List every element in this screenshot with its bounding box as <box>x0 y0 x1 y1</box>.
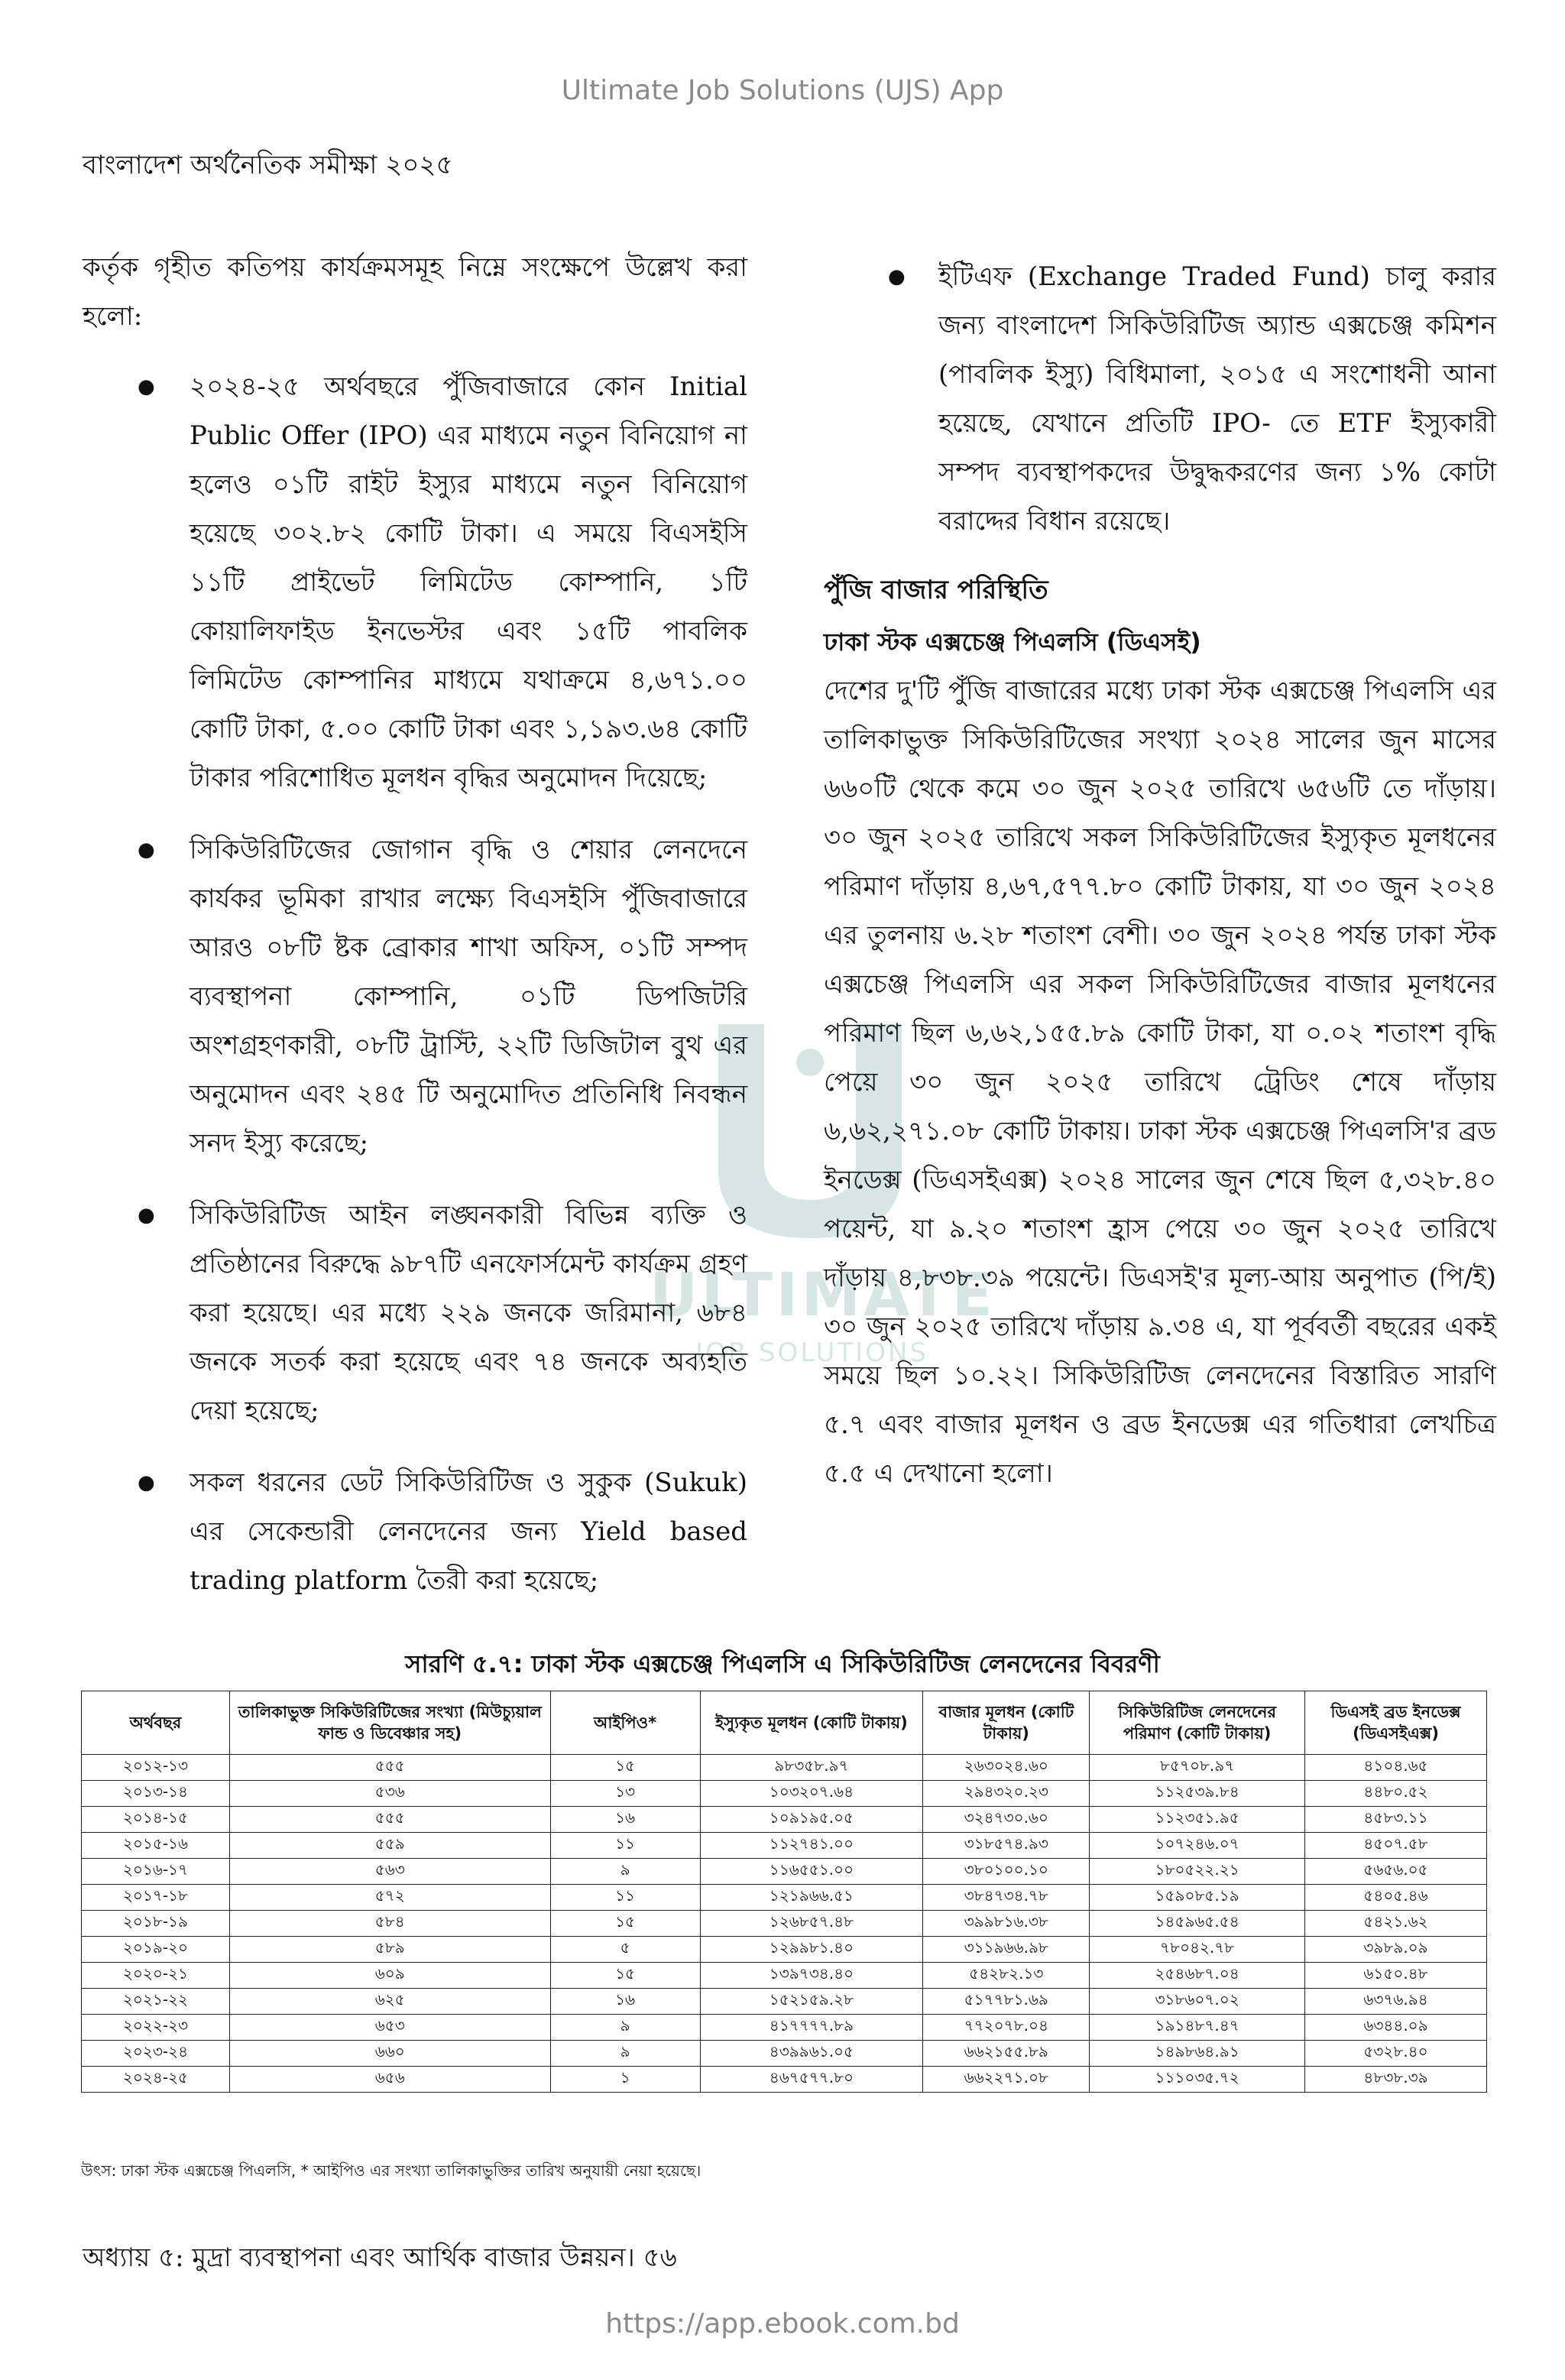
table-cell: ১১ <box>550 1833 700 1859</box>
table-cell: ১২৬৮৫৭.৪৮ <box>700 1911 923 1937</box>
bullet-icon: ● <box>888 265 906 288</box>
table-cell: ৩৮৪৭৩৪.৭৮ <box>923 1885 1090 1911</box>
table-cell: ১৫২১৫৯.২৮ <box>700 1989 923 2015</box>
table-cell: ৩১৮৬০৭.০২ <box>1090 1989 1305 2015</box>
table-cell: ২০১৪-১৫ <box>82 1807 230 1833</box>
table-cell: ৫৪০৫.৪৬ <box>1305 1885 1487 1911</box>
intro-paragraph: কর্তৃক গৃহীত কতিপয় কার্যক্রমসমূহ নিম্নে সংক্ষেপে উল্লেখ করা হলো: <box>83 252 747 332</box>
table-row <box>82 1885 1487 1911</box>
securities-table <box>81 1691 1487 2093</box>
left-column <box>83 243 747 1628</box>
right-column <box>824 252 1496 1519</box>
table-cell: ১৯১৪৮৭.৪৭ <box>1090 2015 1305 2041</box>
table-cell: ১১১০৩৫.৭২ <box>1090 2067 1305 2093</box>
table-row <box>82 1807 1487 1833</box>
column-header: অর্থবছর <box>82 1691 230 1755</box>
table-cell: ১১২৭৪১.০০ <box>700 1833 923 1859</box>
table-cell: ২০২৪-২৫ <box>82 2067 230 2093</box>
table-cell: ৫৫৫ <box>229 1807 550 1833</box>
table-cell: ২০১২-১৩ <box>82 1755 230 1781</box>
table-cell: ২০২০-২১ <box>82 1963 230 1989</box>
table-cell: ৩১৮৫৭৪.৯৩ <box>923 1833 1090 1859</box>
table-cell: ১৬ <box>550 1807 700 1833</box>
table-cell: ১০৭২৪৬.০৭ <box>1090 1833 1305 1859</box>
table-body <box>82 1755 1487 2093</box>
list-item-text: সকল ধরনের ডেট সিকিউরিটিজ ও সুকুক (Sukuk) এর সেকেন্ডারী লেনদেনের জন্য Yield based trading platform তৈরী করা হয়েছে; <box>190 1467 747 1596</box>
table-cell: ১২৯৯৮১.৪০ <box>700 1937 923 1963</box>
table-cell: ৪৪৮০.৫২ <box>1305 1781 1487 1807</box>
table-cell: ১৩ <box>550 1781 700 1807</box>
list-item-text: সিকিউরিটিজ আইন লঙ্ঘনকারী বিভিন্ন ব্যক্তি ও প্রতিষ্ঠানের বিরুদ্ধে ৯৮৭টি এনফোর্সমেন্ট কার্যক্রম গ্রহণ করা হয়েছে। এর মধ্যে ২২৯ জনকে জরিমানা, ৬৮৪ জনকে সতর্ক করা হয়েছে এবং ৭৪ জনকে অব্যহতি দেয়া হয়েছে; <box>190 1200 747 1426</box>
table-cell: ২০১৩-১৪ <box>82 1781 230 1807</box>
table-cell: ৩৯৯৮১৬.৩৮ <box>923 1911 1090 1937</box>
table-cell: ৪৫৮৩.১১ <box>1305 1807 1487 1833</box>
table-row <box>82 1911 1487 1937</box>
table-cell: ১৬ <box>550 1989 700 2015</box>
list-item <box>83 362 747 803</box>
table-cell: ১১৬৫৫১.০০ <box>700 1859 923 1885</box>
table-cell: ৮৫৭০৮.৯৭ <box>1090 1755 1305 1781</box>
table-row <box>82 1963 1487 1989</box>
table-cell: ৪৮৩৮.৩৯ <box>1305 2067 1487 2093</box>
table-cell: ১০৩২০৭.৬৪ <box>700 1781 923 1807</box>
section-heading: পুঁজি বাজার পরিস্থিতি <box>824 575 1048 605</box>
table-cell: ২০১৮-১৯ <box>82 1911 230 1937</box>
bullet-icon: ● <box>138 838 155 861</box>
list-item-text: সিকিউরিটিজের জোগান বৃদ্ধি ও শেয়ার লেনদেনে কার্যকর ভূমিকা রাখার লক্ষ্যে বিএসইসি পুঁজিবাজারে আরও ০৮টি ষ্টক ব্রোকার শাখা অফিস, ০১টি সম্পদ ব্যবস্থাপনা কোম্পানি, ০১টি ডিপজিটরি অংশগ্রহণকারী, ০৮টি ট্রাস্টি, ২২টি ডিজিটাল বুথ এর অনুমোদন এবং ২৪৫ টি অনুমোদিত প্রতিনিধি নিবন্ধন সনদ ইস্যু করেছে; <box>190 835 747 1159</box>
table-cell: ১৪৫৯৬৫.৫৪ <box>1090 1911 1305 1937</box>
table-cell: ৫৬৫৬.০৫ <box>1305 1859 1487 1885</box>
table-cell: ৫৮৪ <box>229 1911 550 1937</box>
table-row <box>82 1989 1487 2015</box>
list-item-text: ইটিএফ (Exchange Traded Fund) চালু করার জন্য বাংলাদেশ সিকিউরিটিজ অ্যান্ড এক্সচেঞ্জ কমিশন (পাবলিক ইস্যু) বিধিমালা, ২০১৫ এ সংশোধনী আনা হয়েছে, যেখানে প্রতিটি IPO- তে ETF ইস্যুকারী সম্পদ ব্যবস্থাপকদের উদ্বুদ্ধকরণের জন্য ১% কোটা বরাদ্দের বিধান রয়েছে। <box>938 261 1496 537</box>
table-cell: ৬১৫০.৪৮ <box>1305 1963 1487 1989</box>
chapter-footer: অধ্যায় ৫: মুদ্রা ব্যবস্থাপনা এবং আর্থিক বাজার উন্নয়ন। ৫৬ <box>83 2242 677 2273</box>
table-cell: ৬০৯ <box>229 1963 550 1989</box>
table-row <box>82 2067 1487 2093</box>
table-cell: ৫৩২৮.৪০ <box>1305 2041 1487 2067</box>
table-cell: ১৫ <box>550 1911 700 1937</box>
table-cell: ৬৬০ <box>229 2041 550 2067</box>
bullet-icon: ● <box>138 1204 155 1227</box>
table-row <box>82 1859 1487 1885</box>
table-title: সারণি ৫.৭: ঢাকা স্টক এক্সচেঞ্জ পিএলসি এ সিকিউরিটিজ লেনদেনের বিবরণী <box>405 1649 1160 1678</box>
column-header: ডিএসই ব্রড ইনডেক্স (ডিএসইএক্স) <box>1305 1691 1487 1755</box>
table-cell: ৭৮০৪২.৭৮ <box>1090 1937 1305 1963</box>
watermark-text: ULTIMATE <box>650 1261 996 1330</box>
table-cell: ৪৫০৭.৫৮ <box>1305 1833 1487 1859</box>
table-row <box>82 1833 1487 1859</box>
table-cell: ২৫৪৬৮৭.০৪ <box>1090 1963 1305 1989</box>
table-cell: ৪৬৭৫৭৭.৮০ <box>700 2067 923 2093</box>
right-bullet-list <box>824 252 1496 546</box>
table-cell: ৯ <box>550 2041 700 2067</box>
table-row <box>82 2015 1487 2041</box>
table-cell: ১১২৩৫১.৯৫ <box>1090 1807 1305 1833</box>
table-cell: ৬৩৭৬.৯৪ <box>1305 1989 1487 2015</box>
table-cell: ১৪৯৮৬৪.৯১ <box>1090 2041 1305 2067</box>
sub-heading: ঢাকা স্টক এক্সচেঞ্জ পিএলসি (ডিএসই) <box>824 627 1201 657</box>
list-item <box>83 1458 747 1605</box>
table-cell: ৯ <box>550 2015 700 2041</box>
table-cell: ৪৩৯৯৬১.০৫ <box>700 2041 923 2067</box>
table-row <box>82 1781 1487 1807</box>
footer-url: https://app.ebook.com.bd <box>605 2308 960 2339</box>
table-cell: ২০১৭-১৮ <box>82 1885 230 1911</box>
column-header: আইপিও* <box>550 1691 700 1755</box>
table-cell: ১০৯১৯৫.০৫ <box>700 1807 923 1833</box>
table-cell: ৫ <box>550 1937 700 1963</box>
column-header: তালিকাভুক্ত সিকিউরিটিজের সংখ্যা (মিউচ্যুয়াল ফান্ড ও ডিবেঞ্চার সহ) <box>229 1691 550 1755</box>
table-row <box>82 1937 1487 1963</box>
left-bullet-list <box>83 362 747 1605</box>
table-cell: ৫৮৯ <box>229 1937 550 1963</box>
table-cell: ১৫ <box>550 1755 700 1781</box>
table-cell: ১২১৯৬৬.৫১ <box>700 1885 923 1911</box>
table-cell: ৫৭২ <box>229 1885 550 1911</box>
table-cell: ৯ <box>550 1859 700 1885</box>
table-cell: ১৫ <box>550 1963 700 1989</box>
table-cell: ৫৫৯ <box>229 1833 550 1859</box>
table-cell: ৩৮০১০০.১০ <box>923 1859 1090 1885</box>
table-cell: ২০১৯-২০ <box>82 1937 230 1963</box>
table-cell: ৬২৫ <box>229 1989 550 2015</box>
app-header: Ultimate Job Solutions (UJS) App <box>561 75 1004 106</box>
table-cell: ২০২১-২২ <box>82 1989 230 2015</box>
column-header: ইস্যুকৃত মূলধন (কোটি টাকায়) <box>700 1691 923 1755</box>
table-cell: ৩৯৮৯.০৯ <box>1305 1937 1487 1963</box>
bullet-icon: ● <box>138 1471 155 1494</box>
list-item <box>83 825 747 1168</box>
table-cell: ৫৪২৮২.১৩ <box>923 1963 1090 1989</box>
table-cell: ২০২৩-২৪ <box>82 2041 230 2067</box>
table-cell: ৫৫৫ <box>229 1755 550 1781</box>
column-header: বাজার মূলধন (কোটি টাকায়) <box>923 1691 1090 1755</box>
table-cell: ৬৬২১৫৫.৮৯ <box>923 2041 1090 2067</box>
table-source-note: উৎস: ঢাকা স্টক এক্সচেঞ্জ পিএলসি, * আইপিও এর সংখ্যা তালিকাভুক্তির তারিখ অনুযায়ী নেয়া হয়েছে। <box>81 2161 701 2180</box>
table-cell: ৩১১৯৬৬.৯৮ <box>923 1937 1090 1963</box>
table-cell: ৬৫৩ <box>229 2015 550 2041</box>
table-cell: ২০১৬-১৭ <box>82 1859 230 1885</box>
table-cell: ১৮০৫২২.২১ <box>1090 1859 1305 1885</box>
table-cell: ২৯৪৩২০.২৩ <box>923 1781 1090 1807</box>
table-cell: ৫৬৩ <box>229 1859 550 1885</box>
table-cell: ১৫৯০৮৫.১৯ <box>1090 1885 1305 1911</box>
table-row <box>82 2041 1487 2067</box>
table-cell: ৯৮৩৫৮.৯৭ <box>700 1755 923 1781</box>
table-cell: ৬৩৪৪.০৯ <box>1305 2015 1487 2041</box>
list-item-text: ২০২৪-২৫ অর্থবছরে পুঁজিবাজারে কোন Initial Public Offer (IPO) এর মাধ্যমে নতুন বিনিয়োগ না হলেও ০১টি রাইট ইস্যুর মাধ্যমে নতুন বিনিয়োগ হয়েছে ৩০২.৮২ কোটি টাকা। এ সময়ে বিএসইসি ১১টি প্রাইভেট লিমিটেড কোম্পানি, ১টি কোয়ালিফাইড ইনভেস্টর এবং ১৫টি পাবলিক লিমিটেড কোম্পানির মাধ্যমে যথাক্রমে ৪,৬৭১.০০ কোটি টাকা, ৫.০০ কোটি টাকা এবং ১,১৯৩.৬৪ কোটি টাকার পরিশোধিত মূলধন বৃদ্ধির অনুমোদন দিয়েছে; <box>190 371 747 793</box>
table-cell: ৪১০৪.৬৫ <box>1305 1755 1487 1781</box>
table-cell: ২০১৫-১৬ <box>82 1833 230 1859</box>
table-cell: ৫১৭৭৮১.৬৯ <box>923 1989 1090 2015</box>
column-header: সিকিউরিটিজ লেনদেনের পরিমাণ (কোটি টাকায়) <box>1090 1691 1305 1755</box>
list-item <box>824 252 1496 546</box>
table-cell: ৫৩৬ <box>229 1781 550 1807</box>
table-cell: ১ <box>550 2067 700 2093</box>
table-cell: ১১২৫৩৯.৮৪ <box>1090 1781 1305 1807</box>
table-cell: ৬৫৬ <box>229 2067 550 2093</box>
table-cell: ২০২২-২৩ <box>82 2015 230 2041</box>
watermark-subtext: JOB SOLUTIONS <box>695 1338 928 1368</box>
table-cell: ৭৭২০৭৮.০৪ <box>923 2015 1090 2041</box>
list-item <box>83 1191 747 1435</box>
dse-paragraph: দেশের দু'টি পুঁজি বাজারের মধ্যে ঢাকা স্টক এক্সচেঞ্জ পিএলসি এর তালিকাভুক্ত সিকিউরিটিজের সংখ্যা ২০২৪ সালের জুন মাসের ৬৬০টি থেকে কমে ৩০ জুন ২০২৫ তারিখে ৬৫৬টি তে দাঁড়ায়। ৩০ জুন ২০২৫ তারিখে সকল সিকিউরিটিজের ইস্যুকৃত মূলধনের পরিমাণ দাঁড়ায় ৪,৬৭,৫৭৭.৮০ কোটি টাকায়, যা ৩০ জুন ২০২৪ এর তুলনায় ৬.২৮ শতাংশ বেশী। ৩০ জুন ২০২৪ পর্যন্ত ঢাকা স্টক এক্সচেঞ্জ পিএলসি এর সকল সিকিউরিটিজের বাজার মূলধনের পরিমাণ ছিল ৬,৬২,১৫৫.৮৯ কোটি টাকা, যা ০.০২ শতাংশ বৃদ্ধি পেয়ে ৩০ জুন ২০২৫ তারিখে ট্রেডিং শেষে দাঁড়ায় ৬,৬২,২৭১.০৮ কোটি টাকায়। ঢাকা স্টক এক্সচেঞ্জ পিএলসি'র ব্রড ইনডেক্স (ডিএসইএক্স) ২০২৪ সালের জুন শেষে ছিল ৫,৩২৮.৪০ পয়েন্ট, যা ৯.২০ শতাংশ হ্রাস পেয়ে ৩০ জুন ২০২৫ তারিখে দাঁড়ায় ৪,৮৩৮.৩৯ পয়েন্টে। ডিএসই'র মূল্য-আয় অনুপাত (পি/ই) ৩০ জুন ২০২৫ তারিখে দাঁড়ায় ৯.৩৪ এ, যা পূর্ববর্তী বছরের একই সময়ে ছিল ১০.২২। সিকিউরিটিজ লেনদেনের বিস্তারিত সারণি ৫.৭ এবং বাজার মূলধন ও ব্রড ইনডেক্স এর গতিধারা লেখচিত্র ৫.৫ এ দেখানো হলো। <box>824 676 1496 1489</box>
bullet-icon: ● <box>138 375 155 398</box>
table-cell: ২৬৩০২৪.৬০ <box>923 1755 1090 1781</box>
table-cell: ৫৪২১.৬২ <box>1305 1911 1487 1937</box>
table-row <box>82 1755 1487 1781</box>
table-cell: ১১ <box>550 1885 700 1911</box>
table-cell: ৪১৭৭৭৭.৮৯ <box>700 2015 923 2041</box>
table-header-row <box>82 1691 1487 1755</box>
table-cell: ১৩৯৭৩৪.৪০ <box>700 1963 923 1989</box>
table-cell: ৩২৪৭৩০.৬০ <box>923 1807 1090 1833</box>
table-cell: ৬৬২২৭১.০৮ <box>923 2067 1090 2093</box>
running-head: বাংলাদেশ অর্থনৈতিক সমীক্ষা ২০২৫ <box>83 150 453 180</box>
